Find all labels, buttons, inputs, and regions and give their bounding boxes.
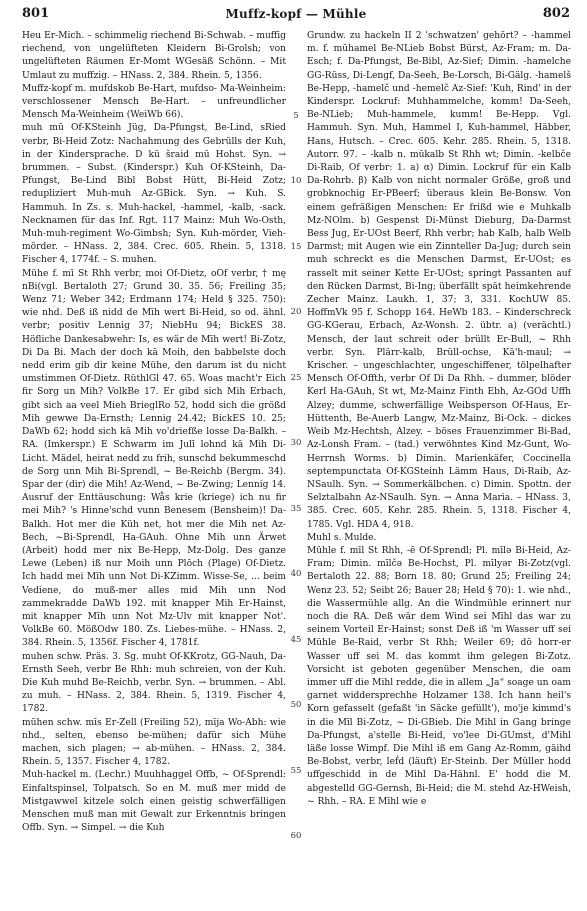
entry-muhl: Muhl s. Mulde. — [307, 532, 377, 543]
left-column — [22, 30, 286, 835]
line-number: 10 — [290, 176, 302, 186]
page-number-right: 802 — [542, 6, 570, 21]
line-number: 40 — [290, 569, 302, 579]
page-number-left: 801 — [22, 6, 50, 21]
entry-muehe: Mühe f. mī St Rhh verbr, moi Of-Dietz, oOf verbr, † mę nBi(vgl. Bertaloth 27; Grund 30. 35. 56; Freiling 35; Wenz 71; Weber 342; Erdmann 174; Held § 325. 750): wie nhd. Deß iß nidd de Mīh wert Bi-Heid, so od. ähnl. verbr; positiv Lennig 37; NiebHu 94; BickES 38. Höfliche Dankesabwehr: Is, es wär de Mīh wert! Bi-Zotz, Di Da Bi. Mach der doch kā Moih, den babbelste doch nedd erim gib dir keine Mühe, den darum ist du nicht umstimmen Of-Dietz. RüthlGl 47. 65. Woas macht'r Eich fir Sorg un Mih? VolkBe 17. Er gibd sich Mih Erbach, gibt sich aa veel Mieh BrieglRo 52, hodd sich die größd Mih gewwe Da-Ernsth; Lennig 24.42; BickES 10. 25; DaWb 62; hodd sich kā Mih vo'driefße losse Da-Balkh. – RA. (Imkerspr.) E Schwarm im Julī lohnd kā Mih Di-Licht. Mädel, heirat nedd zu frih, sunschd bekummeschd de Sorg unn Mih Bi-Sprendl, ~ Be-Reichb (Bergm. 34). Spar der (dir) die Mih! Az-Wend, ~ Be-Zwing; Lennig 14. Ausruf der Enttäuschung: Wås krie (kriege) ich nu fir mei Mih? 's Hinne'schd vunn Benesem (Bensheim)! Da-Balkh. Hot mer die Küh net, hot mer die Mih net Az-Bech, ~Bi-Sprendl, Ha-GAuh. Ohne Mih unn Ärwet (Arbeit) hodd mer nix Be-Hepp, Mz-Dolg. Des ganze Lewe (Leben) iß nur Moih unn Plōch (Plage) Of-Dietz. Ich hadd mei Mīh unn Not Di-KZimm. Wisse-Se, ... beim Vediene, do muß-mer alles mid Mih unn Nod zammekradde DaWb 192. mit knapper Mih Er-Hainst, mit knapper Mīh unn Not Mz-Ulv mit knapper Not'. VolkBe 60. MößOdw 180. Zs. Liebes-mühe. – HNass. 2, 384. Rhein. 5, 1356f. Fischer 4, 1781f. — [22, 268, 286, 649]
line-number: 35 — [290, 504, 302, 514]
line-number: 15 — [290, 242, 302, 252]
line-number: 30 — [290, 438, 302, 448]
entry-muh-hackel: Muh-hackel m. (Lechr.) Muuhhaggel Offb, ~ Of-Sprendl: Einfaltspinsel, Tolpatsch. So en M. muß mer midd de Mistgawwel kitzele solch einen geistig schwerfälligen Menschen muß man mit Gewalt zur Erkenntnis bringen Offb. Syn. → Simpel. → die Kuh — [22, 770, 286, 834]
line-number: 25 — [290, 373, 302, 383]
entry-muehen: mühen schw. mīs Er-Zell (Freiling 52), mīja Wo-Abh: wie nhd., selten, ebenso be-mühen; dafür sich Mühe machen, sich plagen; → ab-mühen. – HNass. 2, 384. Rhein. 5, 1357. Fischer 4, 1782. — [22, 717, 286, 768]
right-column — [307, 30, 571, 809]
line-number: 50 — [290, 700, 302, 710]
entry-muh-hackel-continuation: Grundw. zu hackeln II 2 'schwatzen' gehört? – -hammel m. f. mūhamel Be-NLieb Bobst Bürst, Az-Fram; m. Da-Esch; f. Da-Pfungst, Be-Bibl, Az-Sief; Dimin. -hamelche GG-Rüss, Di-Lengf, Da-Seeh, Be-Lorsch, Bi-Gälg. -hamelš Be-Hepp, -hamelč und -hemelč Az-Sief: 'Kuh, Rind' in der Kinderspr. Lockruf: Muhhammelche, komm! Da-Seeh, Be-NLieb; Muh-hammele, kumm! Be-Hepp. Vgl. Hammuh. Syn. Muh, Hammel I, Kuh-hammel, Häbber, Hans, Hutsch. – Crec. 605. Kehr. 285. Rhein. 5, 1318. Autorr. 97. – -kalb n. mūkalb St Rhh wt; Dimin. -kelbče Di-Raib, Of verbr: 1. a) α) Dimin. Lockruf für ein Kalb Da-Rohrb. β) Kalb von nicht normaler Größe, groß und grobknochig Er-PBeerf; überaus klein Be-Bonsw. Von einem gefräßigen Menschen: Er frißd wie e Muhkalb Mz-NOlm. b) Gespenst Di-Münst Dieburg, Da-Darmst Bess Jug, Er-UOst Beerf, Rhh verbr; hab Kalb, halb Welb Darmst; mit Augen wie ein Zinnteller Da-Jug; durch sein muh schreckt es die Menschen Darmst, Er-UOst; es rasselt mit seiner Kette Er-UOst; springt Passanten auf den Rücken Darmst, Bi-Ing; überfällt spät heimkehrende Zecher Mainz. Laukh. 1, 37; 3, 331. KochUW 85. HoffmVk 95 f. Schopp 164. HeWb 183. – Kinderschreck GG-KGerau, Erbach, Az-Wonsh. 2. übtr. a) (verächtl.) Mensch, der laut schreit oder brüllt Er-Bull, ~ Rhh verbr. Syn. Plärr-kalb, Brüll-ochse, Kā'h-maul; → Krischer. – ungeschlachter, ungeschiffener, tölpelhafter Mensch Of-Offth, verbr Of Di Da Rhh. – dummer, blöder Kerl Ha-GAuh, St wt, Mz-Mainz Finth Ebh, Az-GOd Uffh Alzey; dumme, schwerfällige Weibsperson Of-Haus, Er-Hüttenth, Be-Auerb Langw, Mz-Mainz, Bi-Ock. – dickes Weib Mz-Hechtsh, Alzey. – böses Frauenzimmer Bi-Bad, Az-Lonsh Fram. – (tad.) verwöhntes Kind Mz-Gunt, Wo-Herrnsh Worms. b) Dimin. Marienkäfer, Coccinella septempunctata Of-KGSteinh Lämm Haus, Di-Raib, Az-NSaulh. Syn. → Sommerkälbchen. c) Dimin. Spottn. der Selztalbahn Az-NSaulh. Syn. → Anna Maria. – HNass. 3, 385. Crec. 605. Kehr. 285. Rhein. 5, 1318. Fischer 4, 1785. Vgl. HDA 4, 918. — [307, 31, 571, 530]
running-title: Muffz-kopf — Mühle — [225, 7, 367, 21]
line-number: 5 — [293, 111, 299, 121]
line-number: 45 — [290, 635, 302, 645]
entry-muhen: muhen schw. Präs. 3. Sg. muht Of-KKrotz, GG-Nauh, Da-Ernsth Seeh, verbr Be Rhh: muh schreien, von der Kuh. Die Kuh muhd Be-Reichb, verbr. Syn. → brummen. – Abl. zu muh. – HNass. 2, 384. Rhein. 5, 1319. Fischer 4, 1782. — [22, 651, 286, 715]
entry-muffz-kopf: Muffz-kopf m. mufdskob Be-Hart, mufdso- Ma-Weinheim: verschlossener Mensch Be-Hart. – unfreundlicher Mensch Ma-Weinheim (WeiWb 66). — [22, 83, 286, 121]
entry-heu-continuation: Heu Er-Mich. – schimmelig riechend Bi-Schwab. – muffig riechend, von ungelüfteten Kleidern Bi-Grolsh; von ungelüfteten Räumen Er-Momt WGesäß Schönn. – Mit Umlaut zu muffzig. – HNass. 2, 384. Rhein. 5, 1356. — [22, 31, 286, 81]
line-number: 55 — [290, 766, 302, 776]
page-header — [22, 6, 570, 26]
line-number: 60 — [290, 831, 302, 841]
entry-muh: muh mū Of-KSteinh Jüg, Da-Pfungst, Be-Lind, sRied verbr, Bi-Heid Zotz: Nachahmung des Gebrülls der Kuh, in der Kindersprache. D kū šraid mū Hohst. Syn. → brummen. – Subst. (Kinderspr.) Kuh Of-KSteinh, Da-Pfungst, Be-Lind Bibl Bobst Hütt, Bi-Heid Zotz; redupliziert Muh-muh Az-GBick. Syn. → Kuh. S. Hammuh. In Zs. s. Muh-hackel, -hammel, -kalb, -sack. Necknamen für das Inf. Rgt. 117 Mainz: Muh Wo-Osth, Muh-muh-regiment Wo-Gimbsh; Syn. Kuh-mörder, Vieh-mörder. – HNass. 2, 384. Crec. 605. Rhein. 5, 1318. Fischer 4, 1774f. – S. muhen. — [22, 123, 286, 266]
entry-muehle: Mühle f. mīl St Rhh, -ē Of-Sprendl; Pl. mīlə Bi-Heid, Az-Fram; Dimin. mīlčə Be-Hochst, Pl. mīlyər Bi-Zotz(vgl. Bertaloth 22. 88; Born 18. 80; Grund 25; Freiling 24; Wenz 23. 52; Seibt 26; Bauer 28; Held § 70): 1. wie nhd., die Wassermühle allg. An die Windmühle erinnert nur noch die RA. Deß wār dem Wind sei Mīhl das war zu seinem Vorteil Er-Hainst; sonst Deß iß 'm Wasser uff sei Mühle Be-Raid, verbr St Rhh; Weiler 69; dō horr-er Wasser uff sei M. das kommt ihm gelegen Bi-Zotz. Vorsicht ist geboten gegenüber Menschen, die oam immer uff die Mihl redde, die in allem „Ja“ soage un oam garnet widdersprechhe Holzamer 138. Ich hann heil's Korn gefasselt (gefaßt 'in Säcke gefüllt'), mo'je kimmd's in die Mīl Bi-Zotz, ~ Di-GBieb. Die Mihl in Gang bringe Da-Pfungst, a'stelle Bi-Heid, vo'lee Di-GUmst, d'Mihl läße losse Wimpf. Die Mihl iß em Gang Az-Romm, gāihd Be-Bobst, verbr, leḟd (läuft) Er-Steinb. Der Müller hodd uffgeschidd in de Mihl Da-Hähnl. E' hodd die M. abgestelld GG-Gernsh, Bi-Heid; die M. stehd Az-HWeish, ~ Rhh. – RA. E Mīhl wie e — [307, 545, 571, 807]
line-number: 20 — [290, 307, 302, 317]
